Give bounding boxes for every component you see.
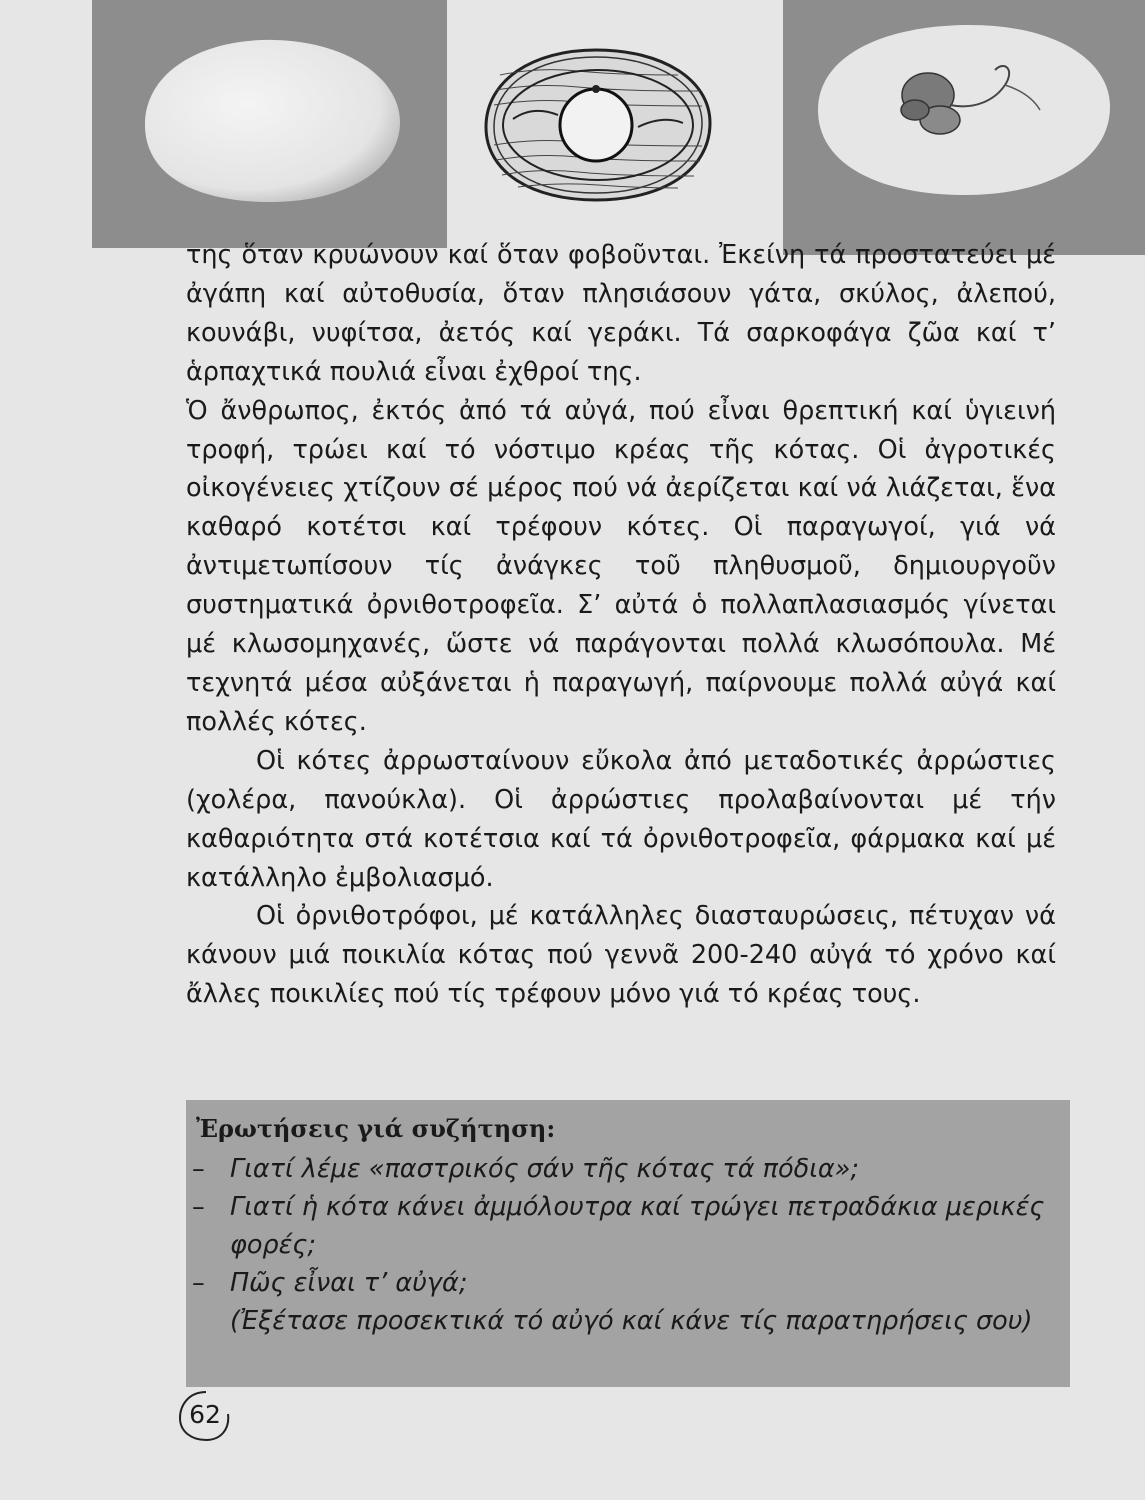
question-item — [186, 1150, 1066, 1188]
dash-marker: – — [192, 1154, 205, 1184]
question-item — [186, 1188, 1066, 1264]
question-text: Γιατί λέμε «παστρικός σάν τῆς κότας τά πόδια»; — [230, 1154, 860, 1184]
paragraph: Ὁ ἄνθρωπος, ἐκτός ἀπό τά αὐγά, πού εἶναι θρεπτική καί ὑγιεινή τροφή, τρώει καί τό νόστιμο κρέας τῆς κότας. Οἱ ἀγροτικές οἰκογένειες χτίζουν σέ μέρος πού νά ἀερίζεται καί νά λιάζεται, ἕνα καθαρό κοτέτσι καί τρέφουν κότες. Οἱ παραγωγοί, γιά νά ἀντιμετωπίσουν τίς ἀνάγκες τοῦ πληθυσμοῦ, δημιουργοῦν συστηματικά ὀρνιθοτροφεῖα. Σ’ αὐτά ὁ πολλαπλασιασμός γίνεται μέ κλωσομηχανές, ὥστε νά παράγονται πολλά κλωσόπουλα. Μέ τεχνητά μέσα αὐξάνεται ἡ παραγωγή, παίρνουμε πολλά αὐγά καί πολλές κότες. — [186, 395, 1056, 737]
question-item — [186, 1264, 1066, 1340]
page-number — [180, 1390, 230, 1440]
dash-marker: – — [192, 1268, 205, 1298]
page-number-text: 62 — [189, 1400, 221, 1429]
chick-embryo-illustration — [800, 15, 1130, 205]
page-number-circle-icon — [176, 1388, 234, 1444]
paragraph: της ὅταν κρυώνουν καί ὅταν φοβοῦνται. Ἐκείνη τά προστατεύει μέ ἀγάπη καί αὐτοθυσία, ὅταν πλησιάσουν γάτα, σκύλος, ἀλεπού, κουνάβι, νυφίτσα, ἀετός καί γεράκι. Τά σαρκοφάγα ζῶα καί τ’ ἁρπαχτικά πουλιά εἶναι ἐχθροί της. — [186, 240, 1056, 387]
whole-egg-illustration — [125, 30, 415, 210]
egg-cross-section-illustration — [478, 45, 718, 205]
paragraph: Οἱ ὀρνιθοτρόφοι, μέ κατάλληλες διασταυρώσεις, πέτυχαν νά κάνουν μιά ποικιλία κότας πού γεννᾶ 200-240 αὐγά τό χρόνο καί ἄλλες ποικιλίες πού τίς τρέφουν μόνο γιά τό κρέας τους. — [186, 901, 1056, 1010]
questions-list — [186, 1150, 1066, 1340]
body-text — [186, 236, 1056, 1014]
question-text: Πῶς εἶναι τ’ αὐγά; — [230, 1268, 468, 1298]
dash-marker: – — [192, 1192, 205, 1222]
paragraph: Οἱ κότες ἀρρωσταίνουν εὔκολα ἀπό μεταδοτικές ἀρρώστιες (χολέρα, πανούκλα). Οἱ ἀρρώστιες προλαβαίνονται μέ τήν καθαριότητα στά κοτέτσια καί τά ὀρνιθοτροφεῖα, φάρμακα καί μέ κατάλληλο ἐμβολιασμό. — [186, 745, 1056, 893]
question-note: (Ἐξέτασε προσεκτικά τό αὐγό καί κάνε τίς παρατηρήσεις σου) — [230, 1306, 1033, 1336]
discussion-questions-box — [186, 1100, 1070, 1387]
question-text: Γιατί ἡ κότα κάνει ἀμμόλουτρα καί τρώγει πετραδάκια μερικές φορές; — [230, 1192, 1045, 1260]
questions-title: Ἐρωτήσεις γιά συζήτηση: — [196, 1114, 556, 1143]
